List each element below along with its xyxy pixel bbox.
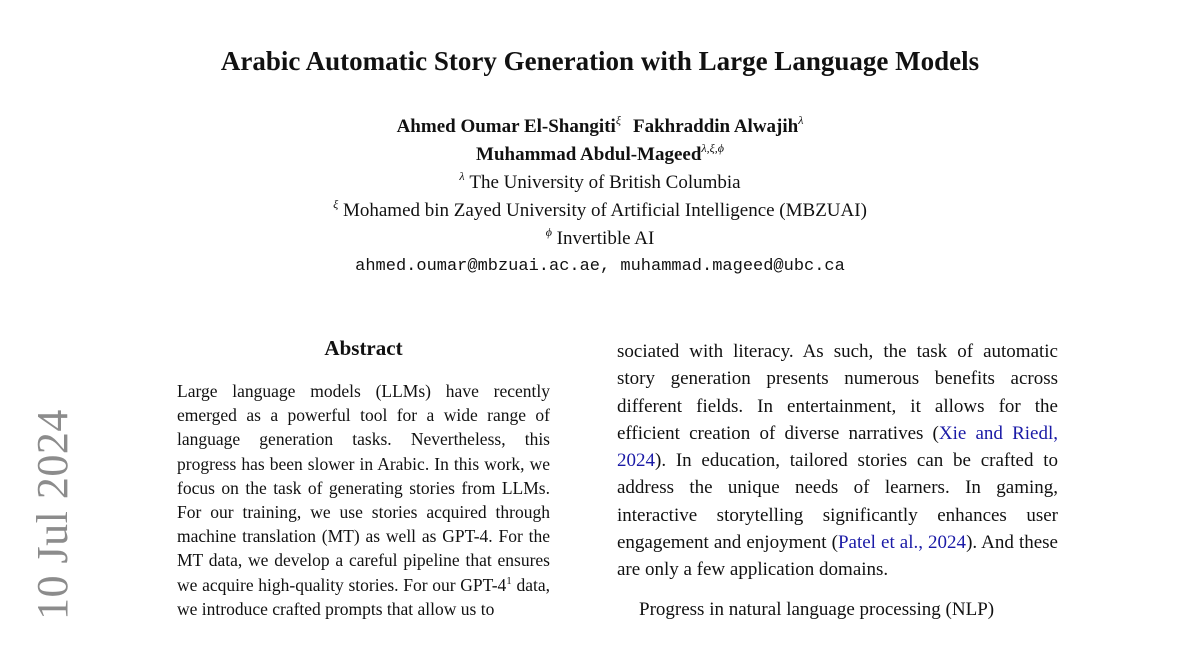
author-affiliation-mark: λ,ξ,ϕ: [701, 141, 724, 155]
citation-link[interactable]: Patel et al., 2024: [837, 532, 967, 554]
abstract-text-part: data, we introduce crafted prompts that allow us to: [177, 574, 550, 619]
intro-text: ). In education, tailored stories can be crafted to address the unique needs of learners. In gaming, interactive storytelling significantly enhances user engagement and enjoyment (: [617, 450, 1058, 554]
author-line-1: [0, 113, 1200, 141]
affiliation-mark: λ: [459, 169, 465, 183]
citation-link[interactable]: Xie and Riedl, 2024: [617, 422, 1059, 472]
abstract-body: [177, 379, 550, 621]
author-name: Fakhraddin Alwajih: [632, 116, 799, 137]
affiliation-line: [0, 225, 1200, 253]
abstract-heading: Abstract: [324, 336, 403, 360]
affiliation-line: [0, 197, 1200, 225]
affiliation-text: Invertible AI: [556, 228, 655, 249]
author-name: Muhammad Abdul-Mageed: [476, 144, 702, 165]
paper-title: Arabic Automatic Story Generation with Large Language Models: [220, 46, 980, 76]
affiliation-mark: ϕ: [545, 225, 552, 239]
abstract-text-part: Large language models (LLMs) have recently emerged as a powerful tool for a wide range of language generation tasks. Nevertheless, this progress has been slower in Arabic. In this work, we focus on the task of generating stories from LLMs. For our training, we use stories acquired through machine translation (MT) as well as GPT-4. For the MT data, we develop a careful pipeline that ensures we acquire high-quality stories. For our GPT-4: [177, 381, 550, 595]
affiliation-text: The University of British Columbia: [469, 172, 741, 193]
affiliation-text: Mohamed bin Zayed University of Artificial Intelligence (MBZUAI): [342, 200, 867, 221]
affiliation-line: [0, 169, 1200, 197]
author-block: [0, 113, 1200, 281]
arxiv-date-stamp: 10 Jul 2024: [28, 409, 77, 620]
intro-paragraph: Progress in natural language processing (NLP): [639, 598, 995, 620]
author-line-2: [0, 141, 1200, 169]
abstract-section: [177, 336, 550, 621]
footnote-mark[interactable]: 1: [506, 574, 512, 587]
intro-text: sociated with literacy. As such, the task of automatic story generation presents numerous benefits across different fields. In entertainment, it allows for the efficient creation of diverse narratives (: [617, 341, 1058, 444]
author-emails: ahmed.oumar@mbzuai.ac.ae, muhammad.mageed@ubc.ca: [355, 257, 845, 276]
affiliation-mark: ξ: [333, 197, 339, 211]
intro-text: ). And these are only a few application domains.: [617, 532, 1058, 581]
intro-paragraph: [617, 338, 1058, 584]
author-name: Ahmed Oumar El-Shangiti: [396, 116, 616, 137]
intro-column: [617, 338, 1058, 623]
author-affiliation-mark: λ: [798, 113, 804, 127]
author-affiliation-mark: ξ: [615, 113, 621, 127]
